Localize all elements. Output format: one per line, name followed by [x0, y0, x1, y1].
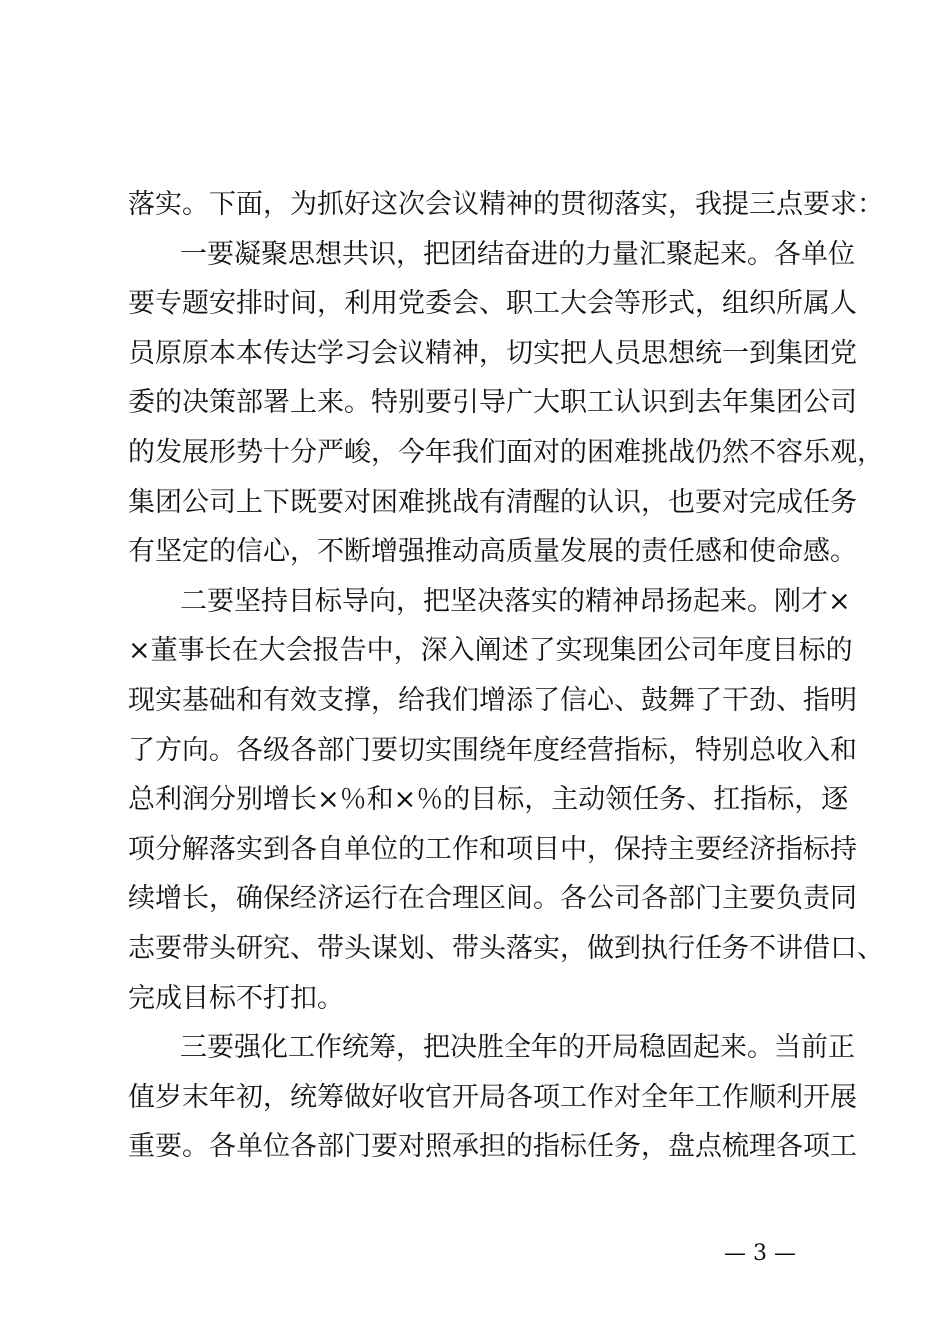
text-line: 完成目标不打扣。	[128, 982, 344, 1014]
text-line: 值岁末年初，统筹做好收官开局各项工作对全年工作顺利开展	[128, 1081, 857, 1113]
text-line: 志要带头研究、带头谋划、带头落实，做到执行任务不讲借口、	[128, 932, 884, 964]
page-number: — 3 —	[724, 1241, 796, 1266]
text-line: 现实基础和有效支撑，给我们增添了信心、鼓舞了干劲、指明	[128, 684, 857, 716]
text-line: 集团公司上下既要对困难挑战有清醒的认识，也要对完成任务	[128, 486, 857, 518]
paragraph-first-line: 二要坚持目标导向，把坚决落实的精神昂扬起来。刚才×	[180, 585, 851, 617]
paragraph-first-line: 三要强化工作统筹，把决胜全年的开局稳固起来。当前正	[180, 1032, 855, 1064]
text-line: 要专题安排时间，利用党委会、职工大会等形式，组织所属人	[128, 288, 857, 320]
text-line: 项分解落实到各自单位的工作和项目中，保持主要经济指标持	[128, 833, 857, 865]
text-line: 了方向。各级各部门要切实围绕年度经营指标，特别总收入和	[128, 734, 857, 766]
text-line: 有坚定的信心，不断增强推动高质量发展的责任感和使命感。	[128, 536, 857, 568]
text-line: 委的决策部署上来。特别要引导广大职工认识到去年集团公司	[128, 387, 857, 419]
text-line: 重要。各单位各部门要对照承担的指标任务，盘点梳理各项工	[128, 1131, 857, 1163]
text-line: 员原原本本传达学习会议精神，切实把人员思想统一到集团党	[128, 337, 857, 369]
paragraph-first-line: 一要凝聚思想共识，把团结奋进的力量汇聚起来。各单位	[180, 238, 855, 270]
text-line: 的发展形势十分严峻，今年我们面对的困难挑战仍然不容乐观，	[128, 436, 884, 468]
text-line: 落实。下面，为抓好这次会议精神的贯彻落实，我提三点要求：	[128, 189, 884, 220]
body-text	[128, 180, 884, 1172]
text-line: 总利润分别增长×％和×％的目标，主动领任务、扛指标，逐	[128, 784, 849, 816]
text-line: ×董事长在大会报告中，深入阐述了实现集团公司年度目标的	[128, 635, 853, 667]
text-line: 续增长，确保经济运行在合理区间。各公司各部门主要负责同	[128, 883, 857, 915]
